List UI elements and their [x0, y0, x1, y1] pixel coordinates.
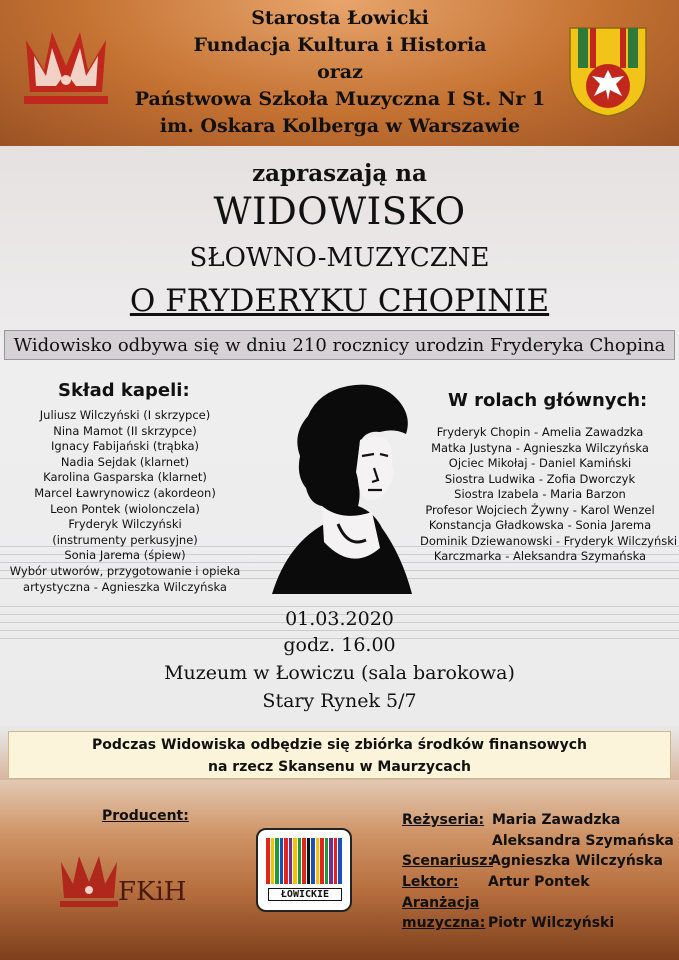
organizer-line-5: im. Oskara Kolberga w Warszawie — [159, 115, 521, 137]
stripes-icon — [266, 838, 342, 884]
director-label: Reżyseria: — [402, 812, 485, 828]
organizer-line-4: Państwowa Szkoła Muzyczna I St. Nr 1 — [134, 88, 546, 110]
arrangement-author: Piotr Wilczyński — [488, 915, 615, 931]
organizer-line-1: Starosta Łowicki — [251, 7, 429, 29]
list-item: Siostra Izabela - Maria Barzon — [454, 487, 626, 501]
fkih-logo-icon — [58, 852, 120, 908]
list-item: (instrumenty perkusyjne) — [52, 532, 198, 547]
fundraising-notice — [8, 731, 671, 779]
occasion-banner: Widowisko odbywa się w dniu 210 rocznicy urodzin Fryderyka Chopina — [4, 330, 675, 360]
lowickie-logo — [256, 828, 352, 912]
organizer-line-3: oraz — [317, 61, 363, 83]
lowickie-label: ŁOWICKIE — [268, 888, 342, 901]
list-item: Ignacy Fabijański (trąbka) — [50, 439, 199, 454]
director-name-2: Aleksandra Szymańska — [492, 833, 674, 849]
list-item: Ojciec Mikołaj - Daniel Kamiński — [448, 456, 632, 470]
event-address: Stary Rynek 5/7 — [262, 690, 417, 712]
list-item: Dominik Dziewanowski - Fryderyk Wilczyński — [420, 533, 678, 548]
title-line-2: SŁOWNO-MUZYCZNE — [189, 243, 490, 273]
invite-text: zapraszają na — [252, 160, 427, 187]
list-item: Sonia Jarema (śpiew) — [64, 548, 186, 563]
list-item: Leon Pontek (wiolonczela) — [50, 501, 200, 516]
script-label: Scenariusz: — [402, 853, 494, 869]
event-venue: Muzeum w Łowiczu (sala barokowa) — [164, 662, 515, 684]
band-members-list — [0, 408, 250, 595]
notice-line-1: Podczas Widowiska odbędzie się zbiórka środków finansowych — [92, 737, 587, 753]
list-item: Konstancja Gładkowska - Sonia Jarema — [428, 518, 652, 532]
narrator-name: Artur Pontek — [488, 874, 590, 890]
notice-line-2: na rzecz Skansenu w Maurzycach — [208, 759, 471, 775]
script-author: Agnieszka Wilczyńska — [490, 853, 663, 869]
list-item: Nina Mamot (II skrzypce) — [53, 423, 197, 438]
list-item: artystyczna - Agnieszka Wilczyńska — [23, 579, 227, 594]
event-date: 01.03.2020 — [285, 608, 394, 630]
chopin-portrait — [262, 372, 422, 600]
fkih-logo-text: FKiH — [118, 877, 187, 907]
powiat-crest-icon — [568, 26, 648, 118]
director-name-1: Maria Zawadzka — [492, 812, 621, 828]
cast-list — [420, 425, 678, 565]
list-item: Nadia Sejdak (klarnet) — [60, 454, 190, 469]
list-item: Siostra Ludwika - Zofia Dworczyk — [444, 471, 636, 486]
producer-label: Producent: — [102, 808, 189, 824]
list-item: Wybór utworów, przygotowanie i opieka — [9, 563, 241, 578]
title-line-1: WIDOWISKO — [213, 190, 466, 233]
list-item: Juliusz Wilczyński (I skrzypce) — [39, 408, 211, 422]
narrator-label: Lektor: — [402, 874, 459, 890]
list-item: Fryderyk Chopin - Amelia Zawadzka — [436, 425, 644, 439]
list-item: Karolina Gasparska (klarnet) — [43, 470, 207, 485]
fkih-crown-logo — [22, 22, 110, 106]
band-heading: Skład kapeli: — [58, 380, 190, 401]
event-time: godz. 16.00 — [283, 634, 396, 656]
title-line-3: O FRYDERYKU CHOPINIE — [129, 283, 550, 319]
arrangement-label-1: Aranżacja — [402, 895, 480, 911]
list-item: Fryderyk Wilczyński — [68, 517, 182, 532]
roles-heading: W rolach głównych: — [448, 390, 648, 411]
list-item: Marcel Ławrynowicz (akordeon) — [34, 485, 216, 500]
arrangement-label-2: muzyczna: — [402, 915, 486, 931]
list-item: Karczmarka - Aleksandra Szymańska — [433, 549, 647, 563]
organizer-line-2: Fundacja Kultura i Historia — [193, 34, 487, 56]
list-item: Matka Justyna - Agnieszka Wilczyńska — [431, 440, 649, 455]
list-item: Profesor Wojciech Żywny - Karol Wenzel — [425, 502, 655, 517]
